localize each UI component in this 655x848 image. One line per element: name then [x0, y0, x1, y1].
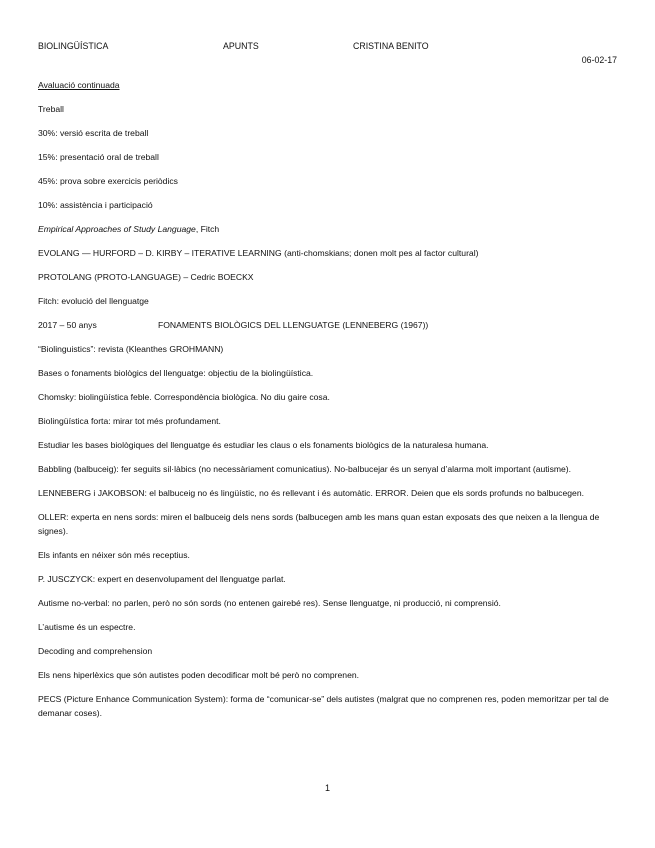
- paragraph: Babbling (balbuceig): fer seguits sil·làbics (no necessàriament comunicatius). No-balbucejar és un senyal d’alarma molt important (autisme).: [38, 464, 572, 474]
- paragraph: 30%: versió escrita de treball: [38, 128, 149, 138]
- paragraph-text: , Fitch: [195, 224, 220, 234]
- paragraph: Autisme no-verbal: no parlen, però no són sords (no entenen gairebé res). Sense llenguatge, ni producció, ni comprensió.: [38, 598, 501, 608]
- paragraph: P. JUSCZYCK: expert en desenvolupament del llenguatge parlat.: [38, 574, 286, 584]
- section-heading: Avaluació continuada: [38, 80, 120, 90]
- paragraph: PROTOLANG (PROTO-LANGUAGE) – Cedric BOECKX: [38, 272, 254, 282]
- paragraph: 45%: prova sobre exercicis periòdics: [38, 176, 178, 186]
- paragraph: [38, 222, 618, 236]
- paragraph: Fitch: evolució del llenguatge: [38, 296, 149, 306]
- paragraph: Estudiar les bases biològiques del llenguatge és estudiar les claus o els fonaments biològics de la naturalesa humana.: [38, 440, 489, 450]
- paragraph: Chomsky: biolingüística feble. Correspondència biològica. No diu gaire cosa.: [38, 392, 330, 402]
- paragraph: OLLER: experta en nens sords: miren el balbuceig dels nens sords (balbucegen amb les mans quan estan exposats des que neixen a la llengua de signes).: [38, 512, 600, 536]
- paragraph: 15%: presentació oral de treball: [38, 152, 159, 162]
- document-body: [38, 78, 618, 720]
- book-title: Empirical Approaches of Study Language: [38, 224, 196, 234]
- header-title: APUNTS: [223, 41, 259, 51]
- paragraph: 10%: assistència i participació: [38, 200, 153, 210]
- paragraph: Treball: [38, 104, 64, 114]
- paragraph: L’autisme és un espectre.: [38, 622, 136, 632]
- header-subject: BIOLINGÜÍSTICA: [38, 41, 109, 51]
- paragraph: LENNEBERG i JAKOBSON: el balbuceig no és lingüístic, no és rellevant i és automàtic. ERROR. Deien que els sords profunds no balbucegen.: [38, 488, 584, 498]
- paragraph-text: 2017 – 50 anys: [38, 320, 97, 330]
- paragraph: Bases o fonaments biològics del llenguatge: objectiu de la biolingüística.: [38, 368, 314, 378]
- paragraph: Decoding and comprehension: [38, 646, 153, 656]
- paragraph: EVOLANG — HURFORD – D. KIRBY – ITERATIVE LEARNING (anti-chomskians; donen molt pes al factor cultural): [38, 248, 479, 258]
- paragraph: Els infants en néixer són més receptius.: [38, 550, 190, 560]
- paragraph: “Biolinguistics”: revista (Kleanthes GROHMANN): [38, 344, 224, 354]
- header-date: 06-02-17: [581, 55, 617, 65]
- paragraph: Biolingüística forta: mirar tot més profundament.: [38, 416, 221, 426]
- paragraph: Els nens hiperlèxics que són autistes poden decodificar molt bé però no comprenen.: [38, 670, 360, 680]
- header-author: CRISTINA BENITO: [353, 41, 429, 51]
- paragraph-text: FONAMENTS BIOLÒGICS DEL LLENGUATGE (LENNEBERG (1967)): [158, 320, 429, 330]
- paragraph: [38, 318, 618, 332]
- page-number: 1: [324, 783, 330, 793]
- paragraph: PECS (Picture Enhance Communication System): forma de “comunicar-se” dels autistes (malgrat que no comprenen res, poden memoritzar per tal de demanar coses).: [38, 694, 609, 718]
